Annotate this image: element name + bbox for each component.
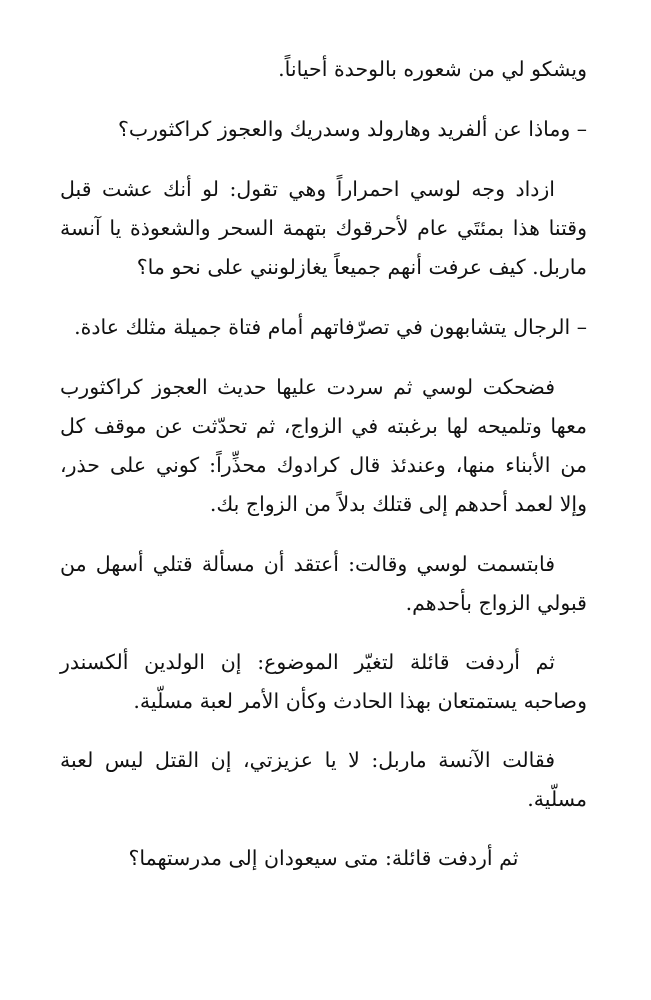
paragraph-2: – وماذا عن ألفريد وهارولد وسدريك والعجوز كراكثورب؟ xyxy=(117,117,587,141)
paragraph-5: فضحكت لوسي ثم سردت عليها حديث العجوز كراكثورب معها وتلميحه لها برغبته في الزواج، ثم تحدّثت عن موقف كل من الأبناء منها، وعندئذ قال كرادوك محذِّراً: كوني على حذر، وإلا لعمد أحدهم إلى قتلك بدلاً من الزواج بك. xyxy=(60,375,587,516)
paragraph-8: فقالت الآنسة ماربل: لا يا عزيزتي، إن القتل ليس لعبة مسلّية. xyxy=(60,748,587,811)
paragraph-7: ثم أردفت قائلة لتغيّر الموضوع: إن الولدين ألكسندر وصاحبه يستمتعان بهذا الحادث وكأن الأمر لعبة مسلّية. xyxy=(60,650,587,713)
paragraph-1: ويشكو لي من شعوره بالوحدة أحياناً. xyxy=(278,57,587,81)
paragraph-9: ثم أردفت قائلة: متى سيعودان إلى مدرستهما؟ xyxy=(128,846,519,870)
paragraph-3: ازداد وجه لوسي احمراراً وهي تقول: لو أنك عشت قبل وقتنا هذا بمئتَي عام لأحرقوك بتهمة السحر والشعوذة يا آنسة ماربل. كيف عرفت أنهم جميعاً يغازلونني على نحو ما؟ xyxy=(60,177,587,279)
paragraph-4: – الرجال يتشابهون في تصرّفاتهم أمام فتاة جميلة مثلك عادة. xyxy=(74,315,587,339)
paragraph-6: فابتسمت لوسي وقالت: أعتقد أن مسألة قتلي أسهل من قبولي الزواج بأحدهم. xyxy=(60,552,587,615)
